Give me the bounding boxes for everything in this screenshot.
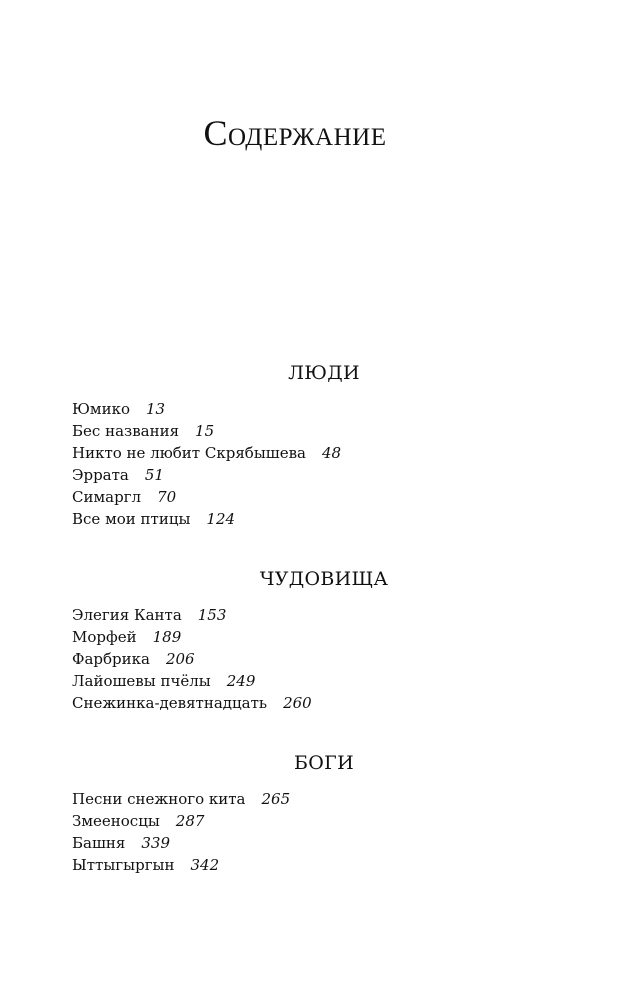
toc-entry[interactable] [72,486,552,508]
toc-section-people [72,362,552,530]
entry-page-number: 13 [145,400,166,418]
toc-entry[interactable] [72,604,552,626]
entry-page-number: 153 [197,606,227,624]
section-heading: ЧУДОВИЩА [259,568,389,590]
toc-entry[interactable] [72,832,552,854]
entry-page-number: 70 [157,488,177,506]
entry-title: Башня [72,834,126,852]
entry-page-number: 260 [283,694,312,712]
toc-entry[interactable] [72,508,552,530]
entry-title: Фарбрика [72,650,150,668]
toc-entry[interactable] [72,420,552,442]
entry-title: Снежинка-девятнадцать [72,694,268,712]
toc-entry[interactable] [72,464,552,486]
entry-title: Змееносцы [72,812,160,830]
toc-entry[interactable] [72,692,552,714]
entry-page-number: 189 [152,628,182,646]
toc-entry[interactable] [72,442,552,464]
entry-page-number: 48 [321,444,342,462]
entry-title: Морфей [72,628,137,646]
toc-entry[interactable] [72,648,552,670]
toc-entry[interactable] [72,626,552,648]
entry-page-number: 206 [165,650,195,668]
entry-title: Лайошевы пчёлы [72,672,211,690]
entry-title: Ыттыгыргын [72,856,175,874]
entry-page-number: 51 [144,466,164,484]
entry-page-number: 15 [195,422,215,440]
toc-entry[interactable] [72,788,552,810]
toc-section-monsters [72,568,552,714]
entry-title: Юмико [72,400,130,418]
toc-entry[interactable] [72,810,552,832]
toc-entry[interactable] [72,398,552,420]
entry-title: Никто не любит Скрябышева [72,444,306,462]
entry-page-number: 249 [226,672,256,690]
toc-entry[interactable] [72,854,552,876]
section-heading: ЛЮДИ [288,362,360,384]
section-heading: БОГИ [294,752,354,774]
entry-title: Песни снежного кита [72,790,246,808]
entry-page-number: 287 [175,812,205,830]
entry-page-number: 342 [190,856,220,874]
entry-title: Эррата [72,466,129,484]
page-title: Содержание [203,113,387,153]
entry-title: Элегия Канта [72,606,182,624]
entry-page-number: 339 [141,834,171,852]
entry-title: Симаргл [72,488,142,506]
entry-title: Все мои птицы [72,510,191,528]
toc-section-gods [72,752,552,876]
entry-page-number: 265 [261,790,291,808]
toc-entry[interactable] [72,670,552,692]
entry-title: Бес названия [72,422,180,440]
entry-page-number: 124 [206,510,236,528]
